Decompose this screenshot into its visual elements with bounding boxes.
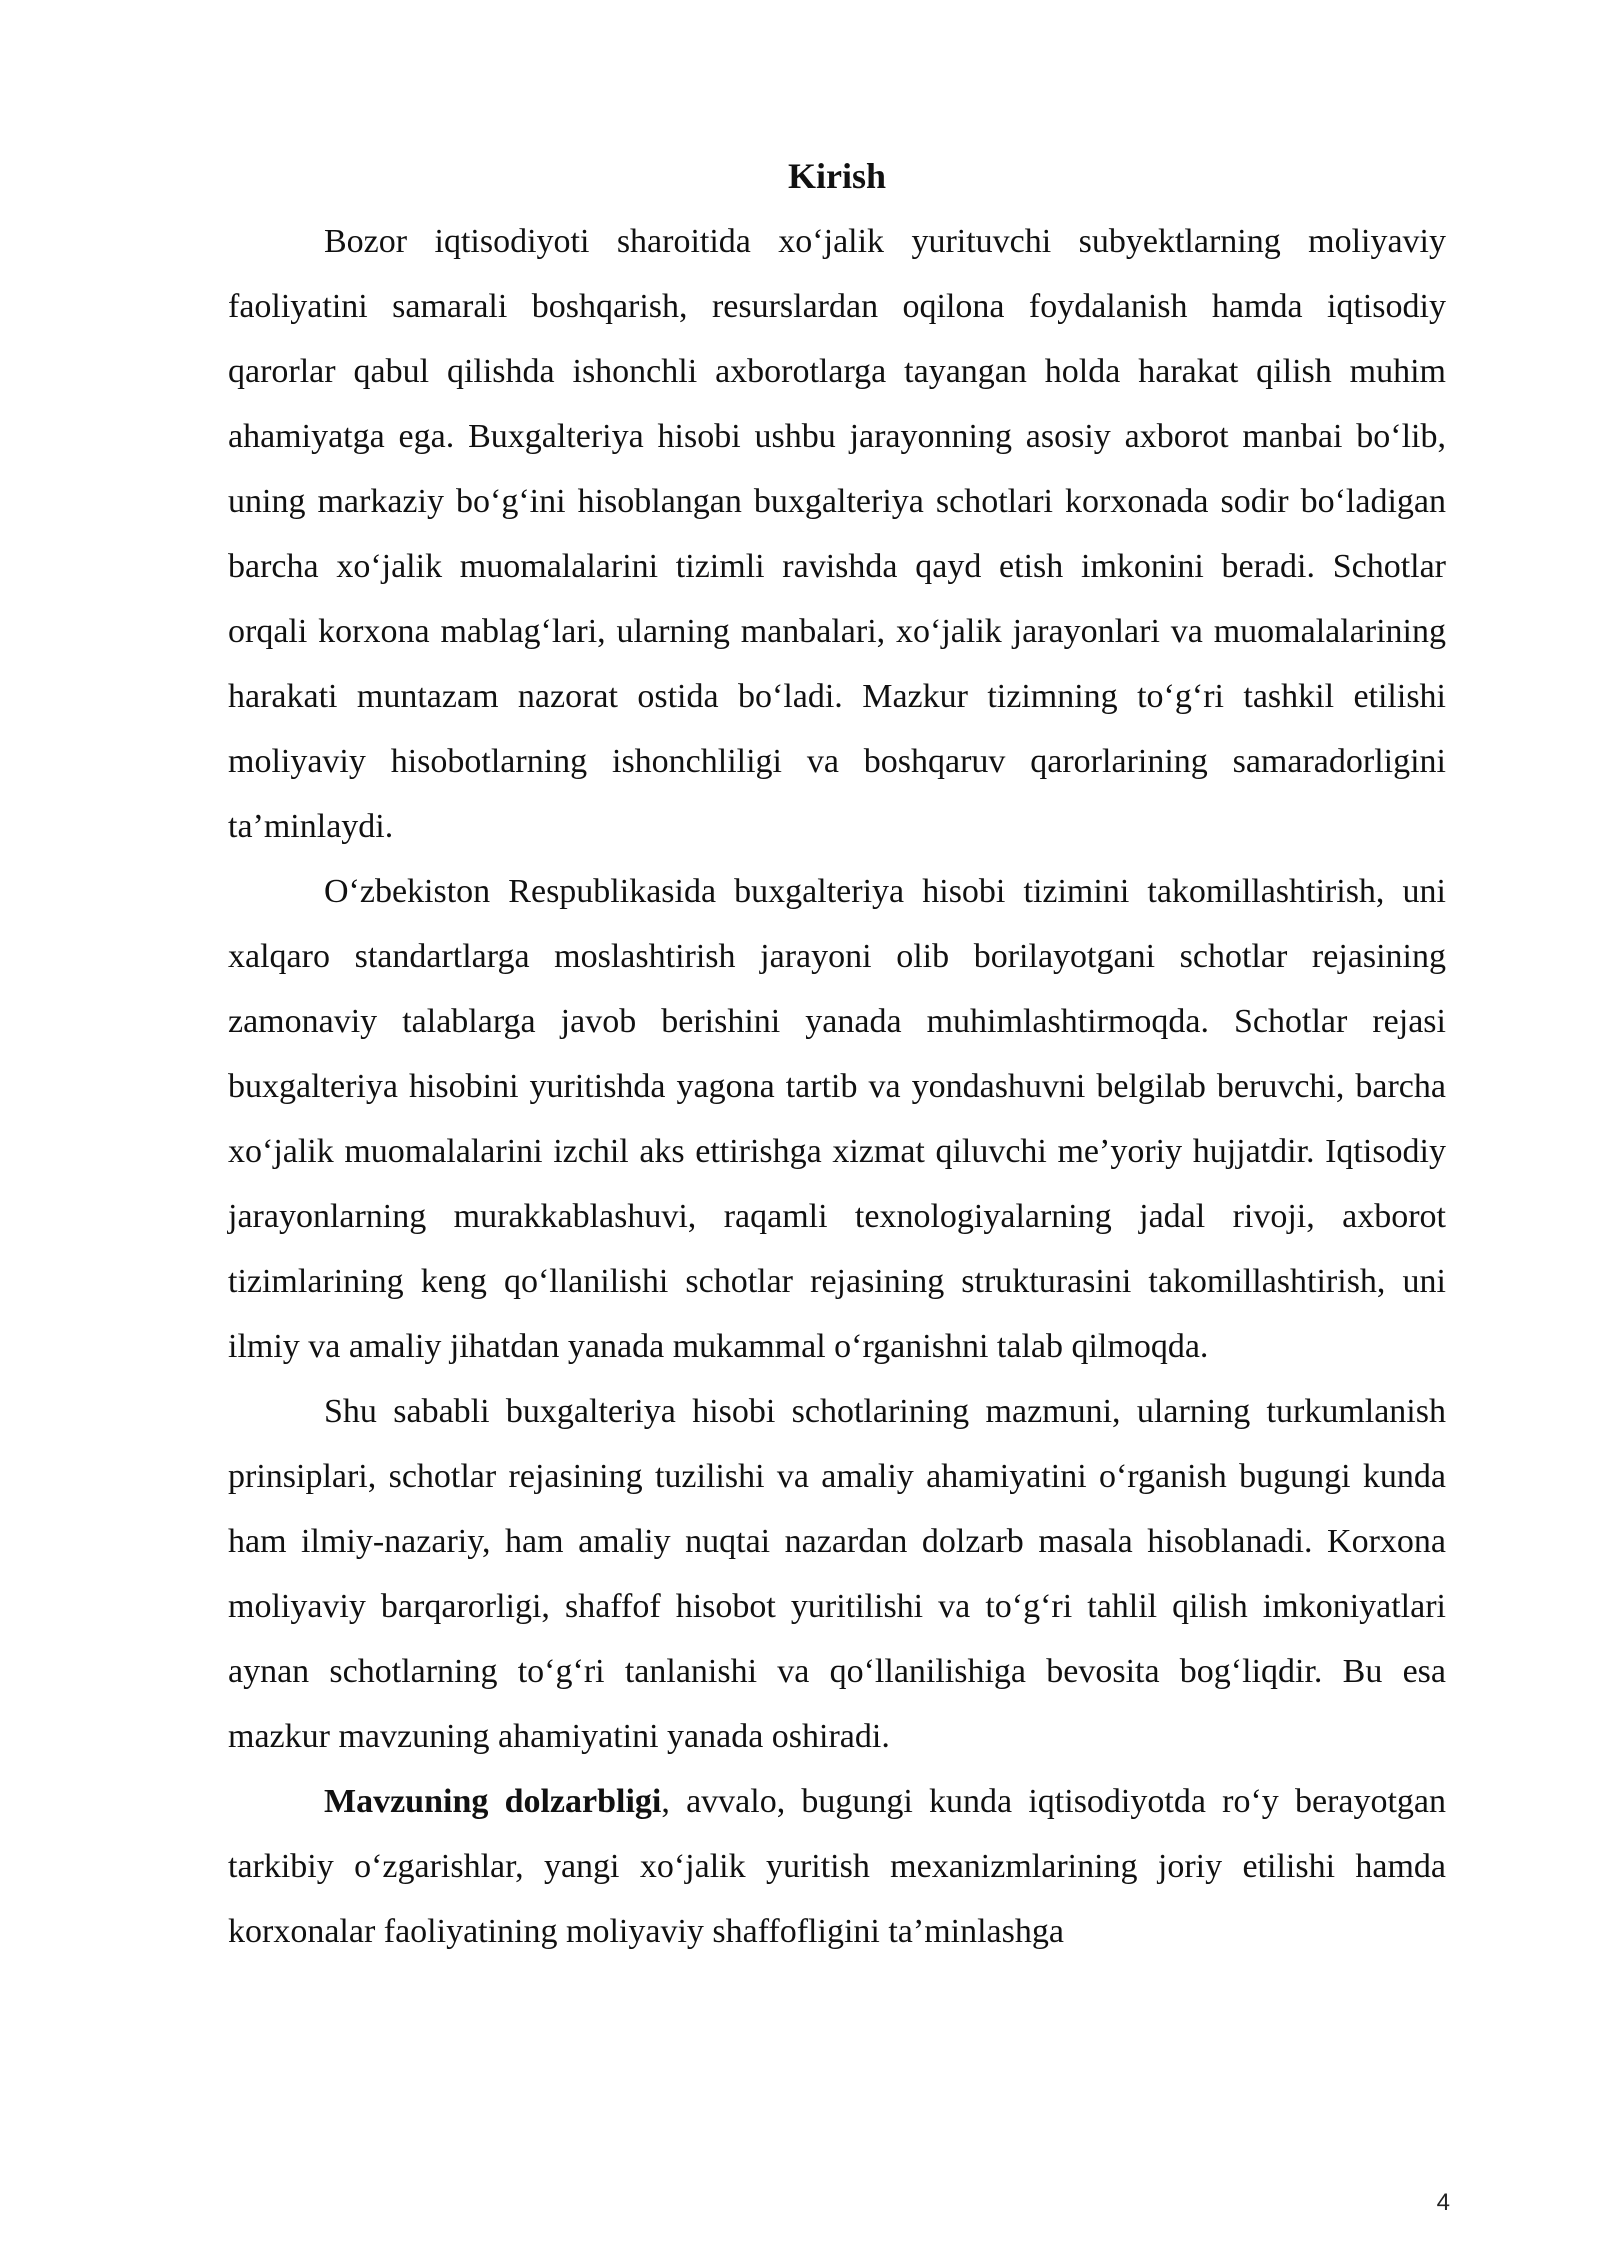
paragraph-1: Bozor iqtisodiyoti sharoitida xo‘jalik yurituvchi subyektlarning moliyaviy faoliyatini samarali boshqarish, resurslardan oqilona foydalanish hamda iqtisodiy qarorlar qabul qilishda ishonchli axborotlarga tayangan holda harakat qilish muhim ahamiyatga ega. Buxgalteriya hisobi ushbu jarayonning asosiy axborot manbai bo‘lib, uning markaziy bo‘g‘ini hisoblangan buxgalteriya schotlari korxonada sodir bo‘ladigan barcha xo‘jalik muomalalarini tizimli ravishda qayd etish imkonini beradi. Schotlar orqali korxona mablag‘lari, ularning manbalari, xo‘jalik jarayonlari va muomalalarining harakati muntazam nazorat ostida bo‘ladi. Mazkur tizimning to‘g‘ri tashkil etilishi moliyaviy hisobotlarning ishonchliligi va boshqaruv qarorlarining samaradorligini ta’minlaydi.	[228, 223, 1446, 845]
paragraph-4-lead: Mavzuning dolzarbligi	[324, 1783, 662, 1820]
paragraph-2: O‘zbekiston Respublikasida buxgalteriya hisobi tizimini takomillashtirish, uni xalqaro standartlarga moslashtirish jarayoni olib borilayotgani schotlar rejasining zamonaviy talablarga javob berishini yanada muhimlashtirmoqda. Schotlar rejasi buxgalteriya hisobini yuritishda yagona tartib va yondashuvni belgilab beruvchi, barcha xo‘jalik muomalalarini izchil aks ettirishga xizmat qiluvchi me’yoriy hujjatdir. Iqtisodiy jarayonlarning murakkablashuvi, raqamli texnologiyalarning jadal rivoji, axborot tizimlarining keng qo‘llanilishi schotlar rejasining strukturasini takomillashtirish, uni ilmiy va amaliy jihatdan yanada mukammal o‘rganishni talab qilmoqda.	[228, 873, 1446, 1365]
page-number: 4	[1436, 2189, 1450, 2216]
section-title: Kirish	[787, 156, 886, 196]
page-body	[228, 144, 1446, 1964]
paragraph-4-text: , avvalo, bugungi kunda iqtisodiyotda ro‘y berayotgan tarkibiy o‘zgarishlar, yangi xo‘jalik yuritish mexanizmlarining joriy etilishi hamda korxonalar faoliyatining moliyaviy shaffofligini ta’minlashga	[228, 1783, 1447, 1950]
paragraph-3: Shu sababli buxgalteriya hisobi schotlarining mazmuni, ularning turkumlanish prinsiplari, schotlar rejasining tuzilishi va amaliy ahamiyatini o‘rganish bugungi kunda ham ilmiy-nazariy, ham amaliy nuqtai nazardan dolzarb masala hisoblanadi. Korxona moliyaviy barqarorligi, shaffof hisobot yuritilishi va to‘g‘ri tahlil qilish imkoniyatlari aynan schotlarning to‘g‘ri tanlanishi va qo‘llanilishiga bevosita bog‘liqdir. Bu esa mazkur mavzuning ahamiyatini yanada oshiradi.	[228, 1393, 1446, 1755]
paragraph-4	[228, 1769, 1446, 1964]
